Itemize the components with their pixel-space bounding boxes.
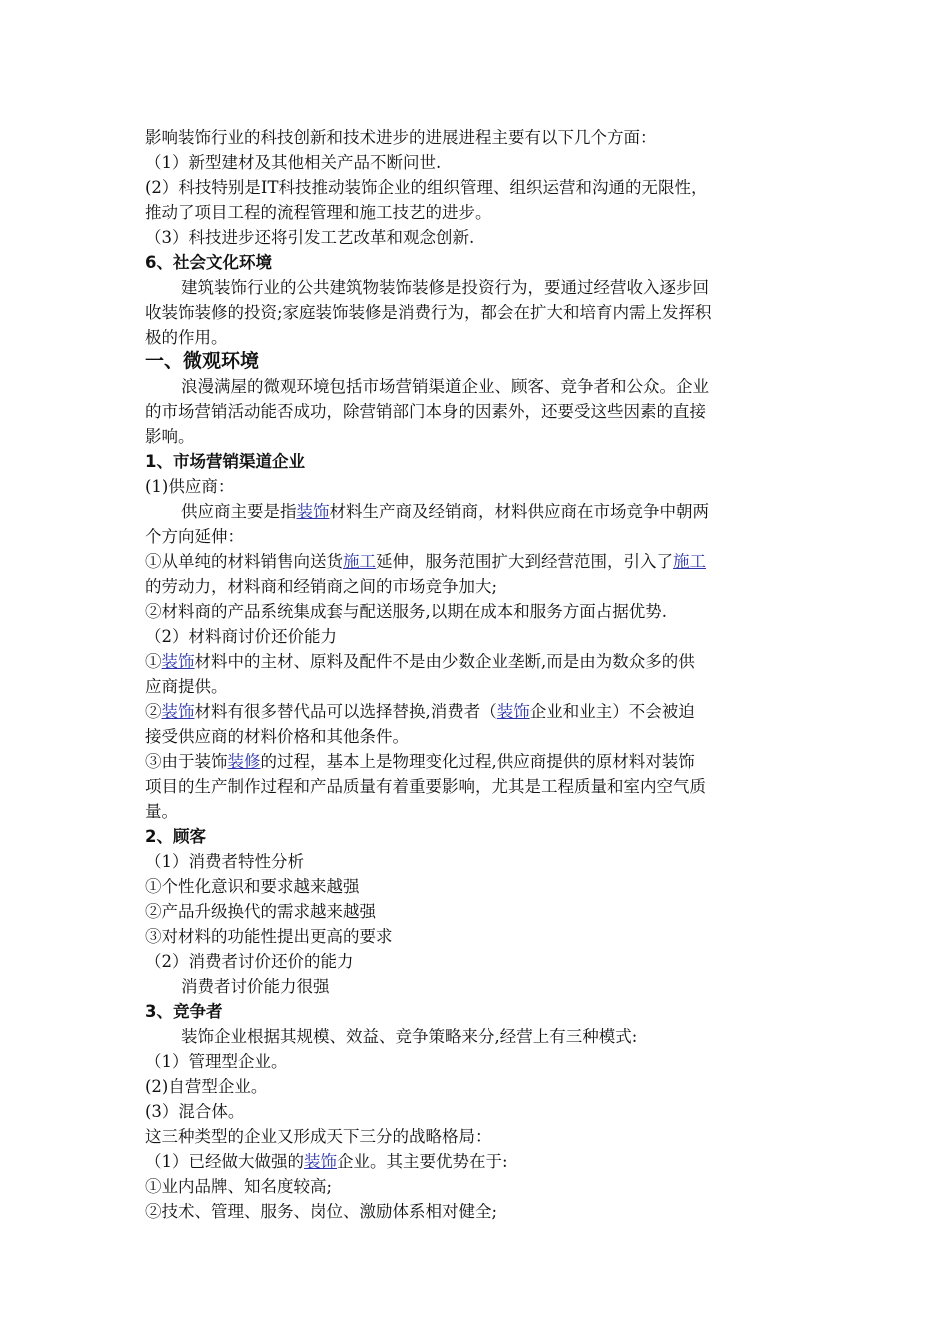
paragraph-line xyxy=(145,699,815,724)
line-text: 延伸，服务范围扩大到经营范围，引入了 xyxy=(376,552,673,571)
paragraph-line: （1）消费者特性分析 xyxy=(145,852,304,871)
paragraph-line: 影响。 xyxy=(145,427,195,446)
paragraph-line: ③对材料的功能性提出更高的要求 xyxy=(145,927,393,946)
paragraph-line: 极的作用。 xyxy=(145,328,228,347)
section-heading: 1、市场营销渠道企业 xyxy=(145,452,305,471)
paragraph-line: ②技术、管理、服务、岗位、激励体系相对健全; xyxy=(145,1202,498,1221)
section-heading: 2、顾客 xyxy=(145,827,206,846)
line-text: 供应商主要是指 xyxy=(181,502,297,521)
zhuangshi-link[interactable]: 装饰 xyxy=(304,1152,337,1171)
paragraph-line: ①个性化意识和要求越来越强 xyxy=(145,877,360,896)
line-text: 材料生产商及经销商，材料供应商在市场竞争中朝两 xyxy=(329,502,709,521)
line-text: 企业和业主）不会被迫 xyxy=(529,702,695,721)
paragraph-line xyxy=(181,499,815,524)
paragraph-line: 这三种类型的企业又形成天下三分的战略格局： xyxy=(145,1127,492,1146)
paragraph-line: 消费者讨价能力很强 xyxy=(181,977,330,996)
zhuangshi-link[interactable]: 装饰 xyxy=(161,702,195,721)
line-text: 材料有很多替代品可以选择替换,消费者（ xyxy=(194,702,497,721)
paragraph-line xyxy=(145,549,815,574)
paragraph-line xyxy=(145,649,815,674)
paragraph-line: 收装饰装修的投资;家庭装饰装修是消费行为，都会在扩大和培育内需上发挥积 xyxy=(145,303,712,322)
line-text: （1）已经做大做强的 xyxy=(145,1152,304,1171)
paragraph-line: 的市场营销活动能否成功，除营销部门本身的因素外，还要受这些因素的直接 xyxy=(145,402,706,421)
zhuangshi-link[interactable]: 装饰 xyxy=(161,652,195,671)
paragraph-line: 推动了项目工程的流程管理和施工技艺的进步。 xyxy=(145,203,492,222)
zhuangshi-link[interactable]: 装饰 xyxy=(296,502,330,521)
paragraph-line: （3）科技进步还将引发工艺改革和观念创新. xyxy=(145,228,475,247)
paragraph-line: ①业内品牌、知名度较高; xyxy=(145,1177,333,1196)
line-text: ① xyxy=(145,652,162,671)
section-heading: 3、竞争者 xyxy=(145,1002,223,1021)
paragraph-line: 应商提供。 xyxy=(145,677,228,696)
paragraph-line: （2）消费者讨价还价的能力 xyxy=(145,952,354,971)
paragraph-line: 接受供应商的材料价格和其他条件。 xyxy=(145,727,409,746)
paragraph-line: 量。 xyxy=(145,802,178,821)
shigong-link[interactable]: 施工 xyxy=(343,552,376,571)
paragraph-line: 影响装饰行业的科技创新和技术进步的进展进程主要有以下几个方面： xyxy=(145,128,657,147)
line-text: ①从单纯的材料销售向送货 xyxy=(145,552,343,571)
line-text: 的过程，基本上是物理变化过程,供应商提供的原材料对装饰 xyxy=(260,752,695,771)
paragraph-line: (2）科技特别是IT科技推动装饰企业的组织管理、组织运营和沟通的无限性， xyxy=(145,178,708,197)
paragraph-line xyxy=(145,1149,815,1174)
paragraph-line xyxy=(145,749,815,774)
paragraph-line: （1）新型建材及其他相关产品不断问世. xyxy=(145,153,442,172)
paragraph-line: ②材料商的产品系统集成套与配送服务,以期在成本和服务方面占据优势. xyxy=(145,602,667,621)
paragraph-line: 建筑装饰行业的公共建筑物装饰装修是投资行为，要通过经营收入逐步回 xyxy=(181,278,709,297)
paragraph-line: (3）混合体。 xyxy=(145,1102,245,1121)
paragraph-line: 个方向延伸： xyxy=(145,527,244,546)
paragraph-line: 的劳动力，材料商和经销商之间的市场竞争加大; xyxy=(145,577,498,596)
line-text: ② xyxy=(145,702,162,721)
paragraph-line: (2)自营型企业。 xyxy=(145,1077,268,1096)
section-heading: 6、社会文化环境 xyxy=(145,253,272,272)
paragraph-line: 浪漫满屋的微观环境包括市场营销渠道企业、顾客、竞争者和公众。企业 xyxy=(181,377,709,396)
line-text: ③由于装饰 xyxy=(145,752,228,771)
zhuangshi-link[interactable]: 装饰 xyxy=(496,702,530,721)
line-text: 企业。其主要优势在于: xyxy=(337,1152,508,1171)
line-text: 材料中的主材、原料及配件不是由少数企业垄断,而是由为数众多的供 xyxy=(194,652,695,671)
paragraph-line: （1）管理型企业。 xyxy=(145,1052,288,1071)
paragraph-line: 项目的生产制作过程和产品质量有着重要影响，尤其是工程质量和室内空气质 xyxy=(145,777,706,796)
paragraph-line: 装饰企业根据其规模、效益、竞争策略来分,经营上有三种模式: xyxy=(181,1027,638,1046)
zhuangxiu-link[interactable]: 装修 xyxy=(227,752,261,771)
paragraph-line: （2）材料商讨价还价能力 xyxy=(145,627,337,646)
paragraph-line: (1)供应商： xyxy=(145,477,235,496)
chapter-heading: 一、微观环境 xyxy=(145,350,260,372)
shigong-link[interactable]: 施工 xyxy=(673,552,706,571)
paragraph-line: ②产品升级换代的需求越来越强 xyxy=(145,902,376,921)
